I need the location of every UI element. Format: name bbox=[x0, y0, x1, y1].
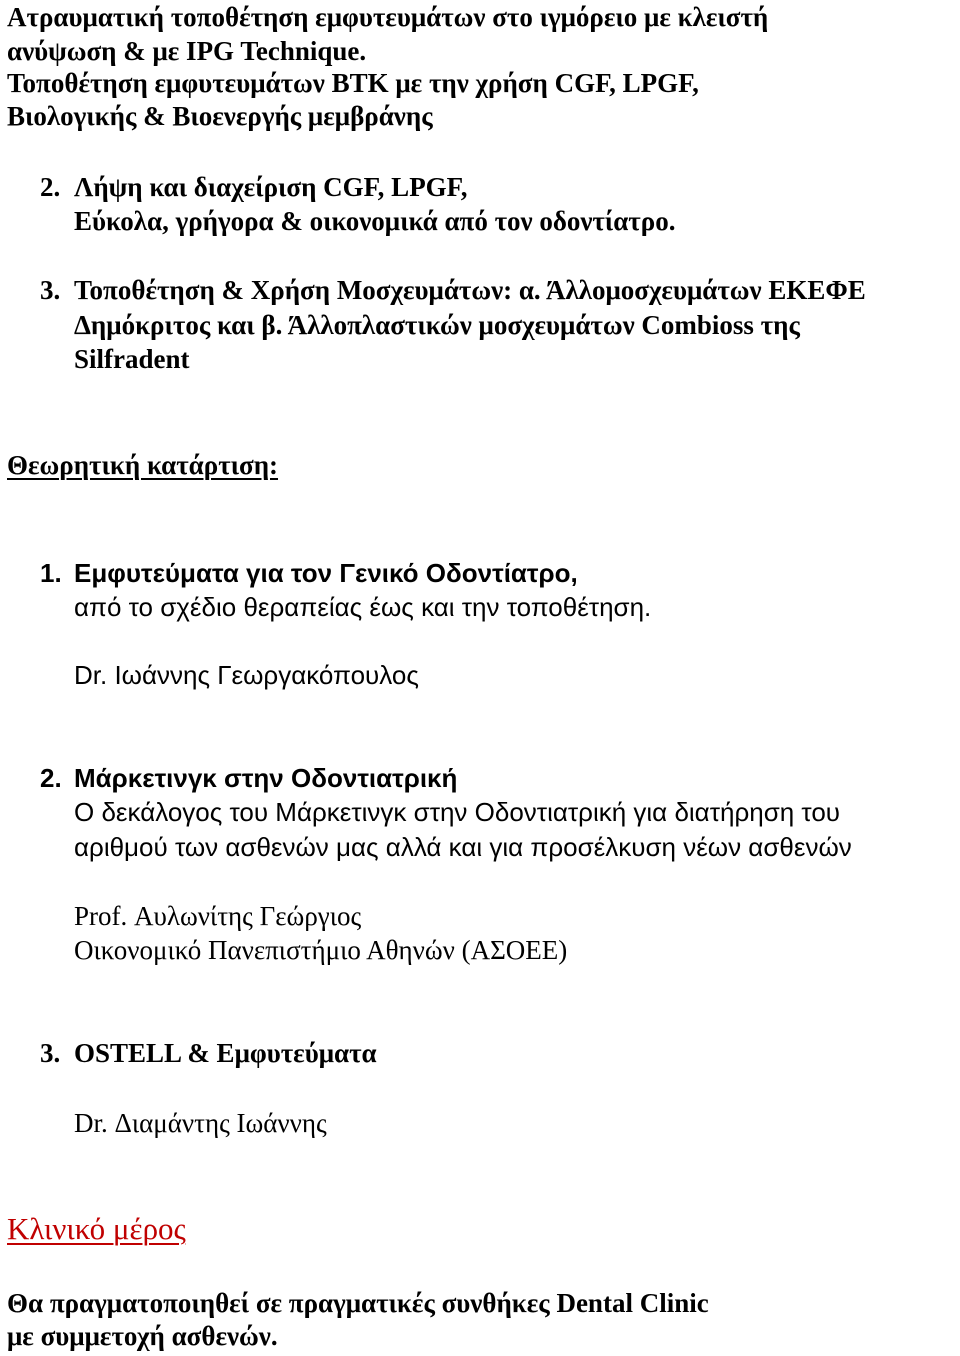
theory-item2-speaker: Prof. Αυλωνίτης Γεώργιος bbox=[74, 901, 362, 931]
theory-item2-desc-line2: αριθμού των ασθενών μας αλλά και για προσέλκυση νέων ασθενών bbox=[74, 832, 852, 862]
theory-item1-title: Εμφυτεύματα για τον Γενικό Οδοντίατρο, bbox=[74, 558, 578, 588]
practical-item3-line3: Silfradent bbox=[74, 344, 190, 374]
theory-item2-desc-line1: Ο δεκάλογος του Μάρκετινγκ στην Οδοντιατρική για διατήρηση του bbox=[74, 797, 841, 827]
theory-item2-number: 2. bbox=[40, 763, 62, 793]
theory-item3-speaker: Dr. Διαμάντης Ιωάννης bbox=[74, 1108, 327, 1138]
theory-heading: Θεωρητική κατάρτιση: bbox=[7, 450, 279, 480]
theory-item2-title: Μάρκετινγκ στην Οδοντιατρική bbox=[74, 763, 458, 793]
theory-item2-affiliation: Οικονομικό Πανεπιστήμιο Αθηνών (ΑΣΟΕΕ) bbox=[74, 935, 568, 965]
theory-item1-number: 1. bbox=[40, 558, 62, 588]
theory-item1-subtitle: από το σχέδιο θεραπείας έως και την τοποθέτηση. bbox=[74, 592, 652, 622]
theory-item3-number: 3. bbox=[40, 1038, 61, 1068]
practical-item1-line3: Τοποθέτηση εμφυτευμάτων BTK με την χρήση CGF, LPGF, bbox=[7, 68, 699, 98]
practical-item3-line1: Τοποθέτηση & Χρήση Μοσχευμάτων: α. Άλλομοσχευμάτων ΕΚΕΦΕ bbox=[74, 275, 866, 305]
practical-item2-line1: Λήψη και διαχείριση CGF, LPGF, bbox=[74, 172, 468, 202]
clinical-text-line2: με συμμετοχή ασθενών. bbox=[7, 1321, 278, 1351]
practical-item3-line2: Δημόκριτος και β. Άλλοπλαστικών μοσχευμάτων Combioss της bbox=[74, 310, 800, 340]
practical-item1-line2: ανύψωση & με IPG Technique. bbox=[7, 36, 367, 66]
practical-item1-line1: Ατραυματική τοποθέτηση εμφυτευμάτων στο ιγμόρειο με κλειστή bbox=[7, 2, 769, 32]
practical-item2-number: 2. bbox=[40, 172, 61, 202]
practical-item2-line2: Εύκολα, γρήγορα & οικονομικά από τον οδοντίατρο. bbox=[74, 206, 676, 236]
theory-item1-speaker: Dr. Ιωάννης Γεωργακόπουλος bbox=[74, 660, 419, 690]
clinical-heading: Κλινικό μέρος bbox=[7, 1211, 186, 1246]
practical-item1-line4: Βιολογικής & Βιοενεργής μεμβράνης bbox=[7, 101, 433, 131]
practical-item3-number: 3. bbox=[40, 275, 61, 305]
clinical-text-line1: Θα πραγματοποιηθεί σε πραγματικές συνθήκες Dental Clinic bbox=[7, 1288, 709, 1318]
theory-item3-title: OSTELL & Εμφυτεύματα bbox=[74, 1038, 377, 1068]
